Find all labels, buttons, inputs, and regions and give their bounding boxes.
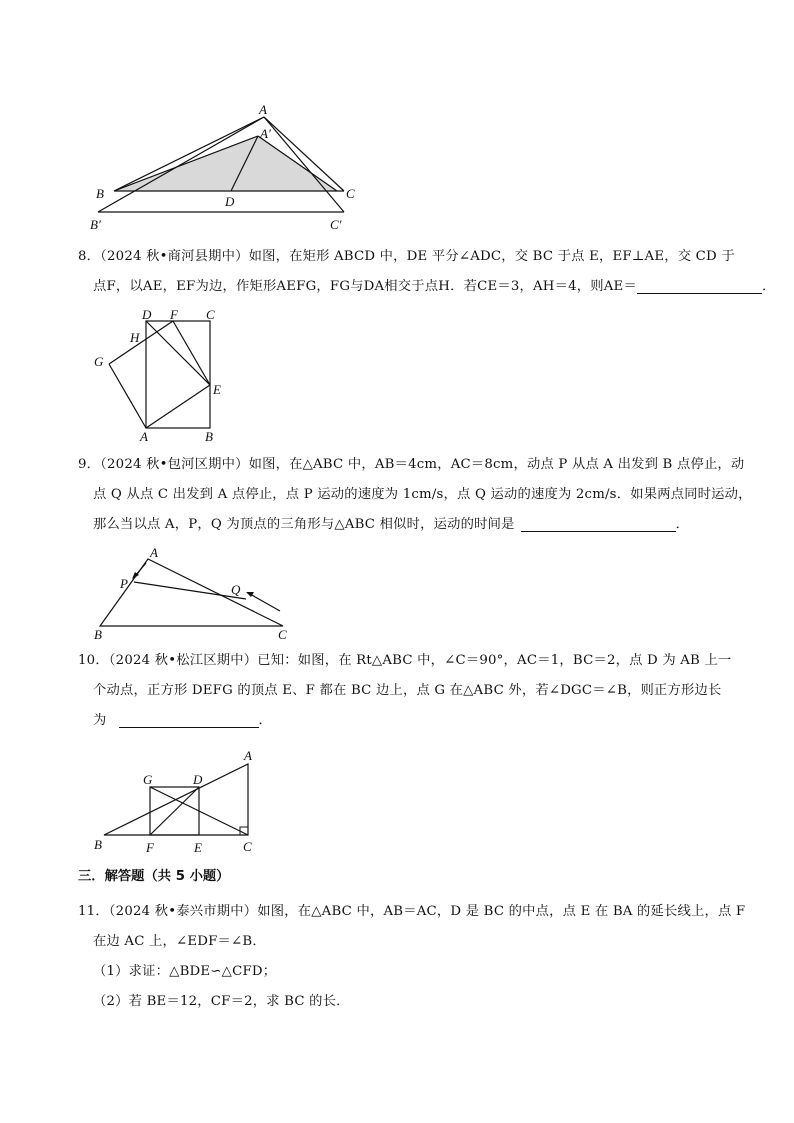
label-A-prime: A′ xyxy=(260,126,271,141)
figure-q10-square xyxy=(88,745,268,860)
label-F: F xyxy=(170,307,178,322)
question-8 xyxy=(78,242,776,302)
figure-q8-rectangle xyxy=(88,305,238,445)
q8-line-1: 8．（2024 秋•商河县期中）如图，在矩形 ABCD 中，DE 平分∠ADC，交 BC 于点 E，EF⊥AE，交 CD 于 xyxy=(78,249,735,264)
label-C: C xyxy=(346,186,355,201)
label-Q: Q xyxy=(231,582,241,597)
q9-line-2: 点 Q 从点 C 出发到 A 点停止，点 P 运动的速度为 1cm/s，点 Q 运动的速度为 2cm/s．如果两点同时运动， xyxy=(93,487,752,502)
q9-answer-blank[interactable] xyxy=(521,513,676,532)
q10-end: ． xyxy=(258,713,272,728)
q9-line-3: 那么当以点 A，P，Q 为顶点的三角形与△ABC 相似时，运动的时间是 xyxy=(93,517,515,532)
figure-q7-triangles xyxy=(80,100,380,235)
q8-end: ． xyxy=(761,279,776,294)
q11-line-1: 11．（2024 秋•泰兴市期中）如图，在△ABC 中，AB＝AC，D 是 BC 的中点，点 E 在 BA 的延长线上，点 F xyxy=(78,904,746,919)
label-E: E xyxy=(194,840,202,855)
q10-line-3-wrap xyxy=(78,706,728,736)
label-A: A xyxy=(140,429,148,444)
label-F: F xyxy=(146,840,154,855)
label-P: P xyxy=(120,576,128,591)
question-9 xyxy=(78,450,752,540)
q11-line-2: 在边 AC 上，∠EDF＝∠B． xyxy=(93,934,266,949)
q9-line-3-wrap xyxy=(78,510,728,540)
question-10 xyxy=(78,646,732,736)
q10-answer-blank[interactable] xyxy=(119,709,259,728)
label-E: E xyxy=(213,382,221,397)
q8-answer-blank[interactable] xyxy=(637,275,762,294)
label-B: B xyxy=(94,627,102,642)
q9-line-1: 9．（2024 秋•包河区期中）如图，在△ABC 中，AB＝4cm，AC＝8cm，动点 P 从点 A 出发到 B 点停止，动 xyxy=(78,457,745,472)
question-11 xyxy=(78,897,746,1017)
label-D: D xyxy=(225,194,235,209)
label-B: B xyxy=(96,186,104,201)
q8-line-2: 点F，以AE，EF为边，作矩形AEFG，FG与DA相交于点H．若CE＝3，AH＝4，则AE＝ xyxy=(93,279,637,294)
q9-end: ． xyxy=(675,517,690,532)
label-B-prime: B′ xyxy=(90,217,101,232)
q8-line-2-wrap xyxy=(78,272,776,302)
q11-part-1: （1）求证：△BDE∽△CFD； xyxy=(93,964,277,979)
q10-line-3: 为 xyxy=(93,713,107,728)
label-G: G xyxy=(143,772,153,787)
label-A: A xyxy=(259,102,267,117)
label-A: A xyxy=(244,748,252,763)
label-B: B xyxy=(94,837,102,852)
figure-q9-triangle xyxy=(88,542,298,642)
label-H: H xyxy=(130,330,140,345)
section-3-heading: 三．解答题（共 5 小题） xyxy=(78,869,230,884)
q10-line-1: 10．（2024 秋•松江区期中）已知：如图，在 Rt△ABC 中，∠C＝90°，AC＝1，BC＝2，点 D 为 AB 上一 xyxy=(78,653,732,668)
q11-part-2: （2）若 BE＝12，CF＝2，求 BC 的长． xyxy=(93,994,350,1009)
label-A: A xyxy=(150,545,158,560)
label-D: D xyxy=(142,307,152,322)
label-C: C xyxy=(278,627,287,642)
label-C: C xyxy=(243,839,252,854)
label-C: C xyxy=(206,307,215,322)
label-B: B xyxy=(205,429,213,444)
label-D: D xyxy=(193,772,203,787)
q10-line-2: 个动点，正方形 DEFG 的顶点 E、F 都在 BC 边上，点 G 在△ABC 外，若∠DGC＝∠B，则正方形边长 xyxy=(93,683,722,698)
label-G: G xyxy=(94,354,104,369)
label-C-prime: C′ xyxy=(330,217,342,232)
